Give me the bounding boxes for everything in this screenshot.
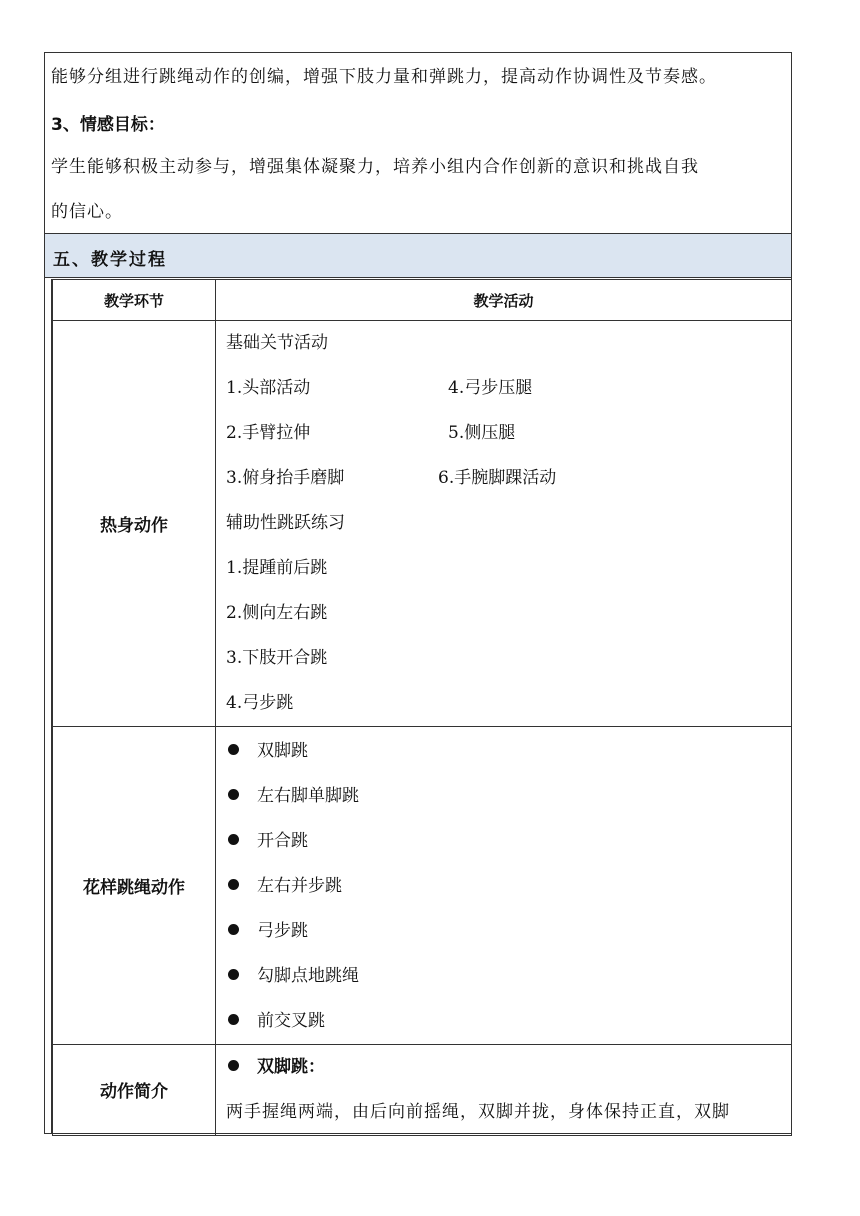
list-item: 勾脚点地跳绳 <box>216 954 791 999</box>
warmup-item: 3.俯身抬手磨脚 <box>226 468 345 488</box>
table-row-fancy-rope <box>53 727 792 1045</box>
warmup-item: 1.头部活动 <box>226 378 311 398</box>
warmup-jump-item: 4.弓步跳 <box>226 693 294 713</box>
emotion-objective-line-1: 学生能够积极主动参与，增强集体凝聚力，培养小组内合作创新的意识和挑战自我 <box>51 157 699 177</box>
header-teaching-activity: 教学活动 <box>216 280 792 321</box>
intro-bullet-heading: 双脚跳： <box>216 1045 791 1090</box>
list-item: 开合跳 <box>216 819 791 864</box>
intro-label: 动作简介 <box>53 1045 216 1136</box>
bullet-icon <box>228 879 239 890</box>
bullet-icon <box>228 969 239 980</box>
warmup-content <box>216 321 792 727</box>
warmup-item: 4.弓步压腿 <box>448 378 533 398</box>
warmup-item: 5.侧压腿 <box>448 423 516 443</box>
warmup-jump-item: 1.提踵前后跳 <box>226 558 328 578</box>
warmup-item: 2.手臂拉伸 <box>226 423 311 443</box>
warmup-jump-item: 2.侧向左右跳 <box>226 603 328 623</box>
bullet-icon <box>228 789 239 800</box>
warmup-label: 热身动作 <box>53 321 216 727</box>
fancy-rope-label: 花样跳绳动作 <box>53 727 216 1045</box>
intro-text: 两手握绳两端，由后向前摇绳，双脚并拢，身体保持正直，双脚 <box>226 1102 730 1122</box>
warmup-item: 6.手腕脚踝活动 <box>438 468 557 488</box>
table-row-intro <box>53 1045 792 1136</box>
intro-content <box>216 1045 792 1136</box>
warmup-subheading-1: 基础关节活动 <box>226 333 328 353</box>
list-item: 前交叉跳 <box>216 999 791 1044</box>
fancy-rope-content <box>216 727 792 1045</box>
emotion-objective-heading: 3、情感目标： <box>51 115 165 135</box>
bullet-icon <box>228 834 239 845</box>
section-title: 五、教学过程 <box>53 250 167 270</box>
list-item: 双脚跳 <box>216 729 791 774</box>
teaching-process-table <box>52 279 792 1136</box>
bullet-icon <box>228 1060 239 1071</box>
bullet-icon <box>228 924 239 935</box>
header-teaching-step: 教学环节 <box>53 280 216 321</box>
bullet-icon <box>228 744 239 755</box>
list-item: 左右并步跳 <box>216 864 791 909</box>
bullet-icon <box>228 1014 239 1025</box>
warmup-pair-row <box>216 411 791 456</box>
list-item: 弓步跳 <box>216 909 791 954</box>
warmup-pair-row <box>216 366 791 411</box>
table-row-warmup <box>53 321 792 727</box>
warmup-jump-item: 3.下肢开合跳 <box>226 648 328 668</box>
section-header-bar <box>45 233 791 278</box>
skill-objective-line: 能够分组进行跳绳动作的创编，增强下肢力量和弹跳力，提高动作协调性及节奏感。 <box>51 67 717 87</box>
emotion-objective-line-2: 的信心。 <box>51 202 123 222</box>
list-item: 左右脚单脚跳 <box>216 774 791 819</box>
warmup-subheading-2: 辅助性跳跃练习 <box>226 513 345 533</box>
warmup-pair-row <box>216 456 791 501</box>
table-header-row <box>53 280 792 321</box>
